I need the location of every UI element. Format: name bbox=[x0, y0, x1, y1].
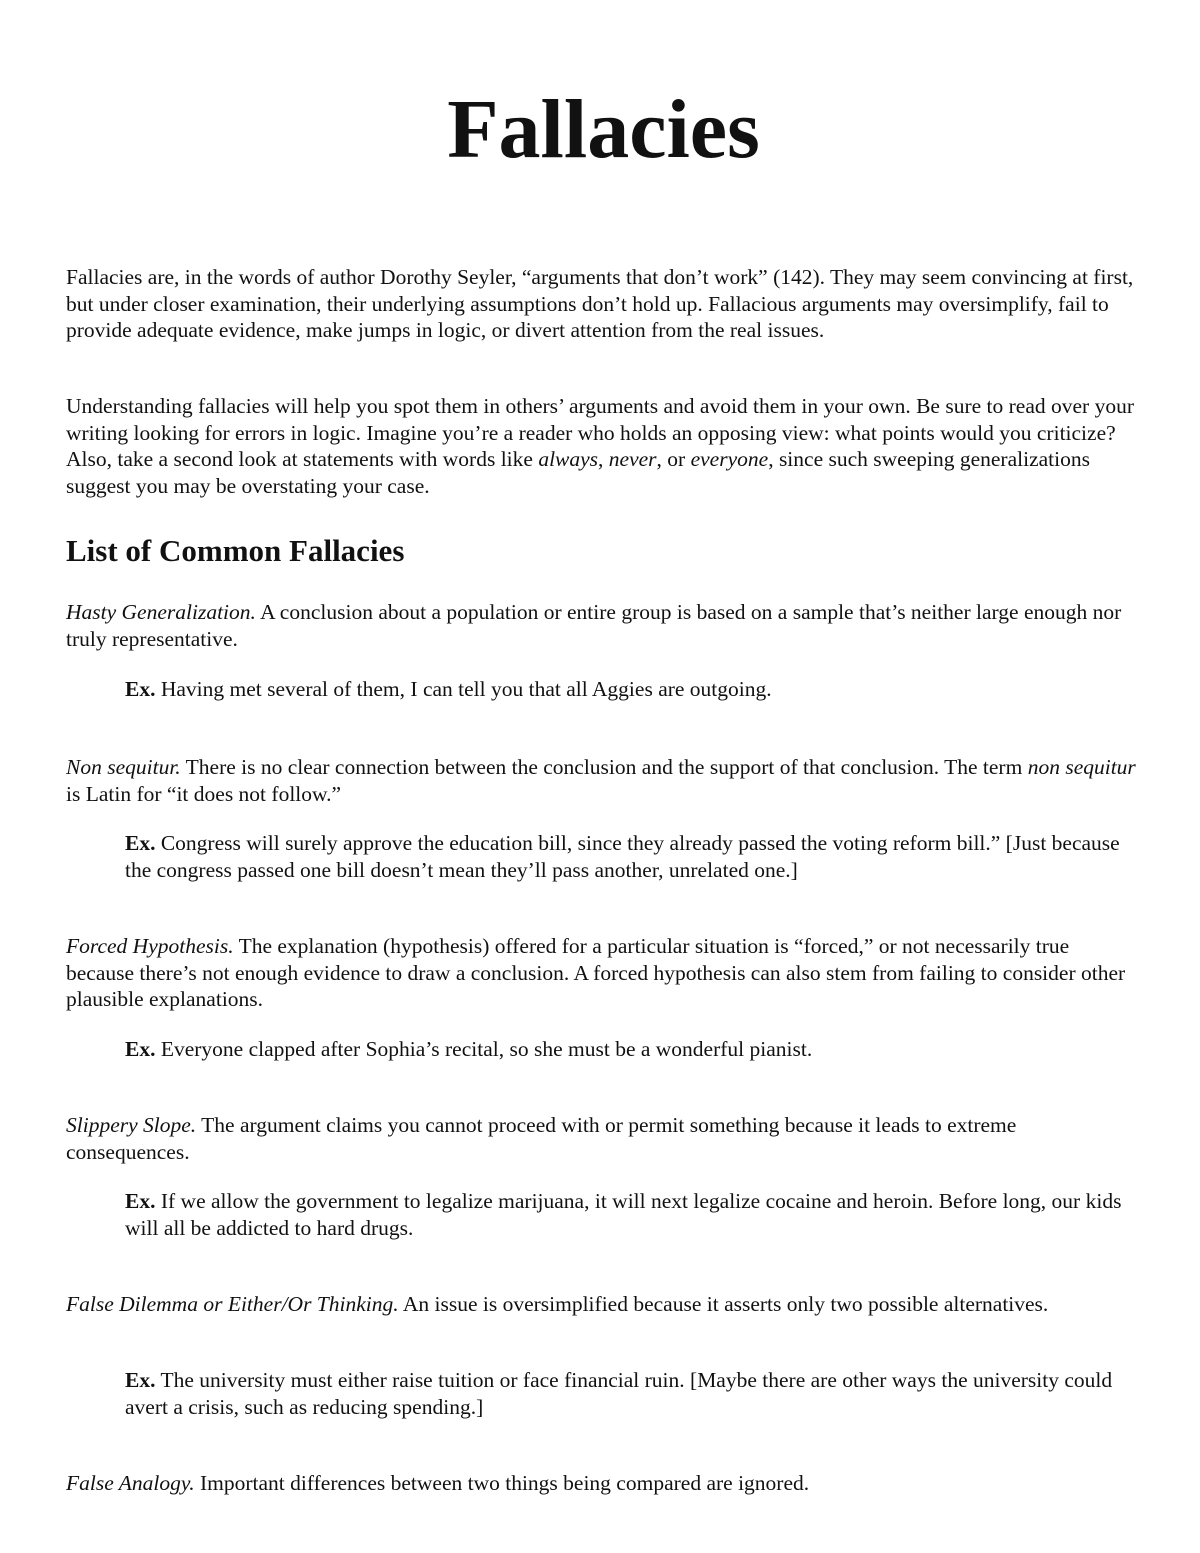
intro-text: , bbox=[598, 447, 609, 471]
fallacy-text: A conclusion about a population or entire group is based on a sample that’s neither large enough nor truly representative. bbox=[66, 600, 1122, 651]
fallacy-text: An issue is oversimplified because it asserts only two possible alternatives. bbox=[398, 1292, 1049, 1316]
list-heading: List of Common Fallacies bbox=[66, 533, 405, 568]
fallacy-term: Slippery Slope. bbox=[66, 1113, 197, 1137]
example-text: If we allow the government to legalize marijuana, it will next legalize cocaine and heroin. Before long, our kids will all be addicted to hard drugs. bbox=[125, 1189, 1122, 1240]
fallacy-definition bbox=[66, 933, 1141, 1013]
intro-text: , since such sweeping generalizations suggest you may be overstating your case. bbox=[66, 447, 1090, 498]
intro-paragraph-2 bbox=[66, 393, 1141, 499]
example-text: The university must either raise tuition or face financial ruin. [Maybe there are other ways the university could avert a crisis, such as reducing spending.] bbox=[125, 1368, 1113, 1419]
emphasis-everyone: everyone bbox=[690, 447, 769, 471]
fallacy-definition bbox=[66, 1470, 1141, 1497]
fallacy-definition bbox=[66, 599, 1141, 652]
example-label: Ex. bbox=[125, 831, 156, 855]
intro-text: Understanding fallacies will help you spot them in others’ arguments and avoid them in your own. Be sure to read over your writing looking for errors in logic. Imagine you’re a reader who holds an opposing view: what points would you criticize? Also, take a second look at statements with words like bbox=[66, 394, 1134, 471]
example-label: Ex. bbox=[125, 677, 156, 701]
fallacy-text: There is no clear connection between the conclusion and the support of that conclusion. The term bbox=[180, 755, 1028, 779]
example-text: Everyone clapped after Sophia’s recital, so she must be a wonderful pianist. bbox=[160, 1037, 813, 1061]
fallacy-text: The argument claims you cannot proceed with or permit something because it leads to extreme consequences. bbox=[66, 1113, 1017, 1164]
intro-paragraph-1: Fallacies are, in the words of author Dorothy Seyler, “arguments that don’t work” (142). They may seem convincing at first, but under closer examination, their underlying assumptions don’t hold up. Fallacious arguments may oversimplify, fail to provide adequate evidence, make jumps in logic, or divert attention from the real issues. bbox=[66, 265, 1134, 342]
emphasis-always: always bbox=[538, 447, 599, 471]
fallacy-example bbox=[125, 830, 1141, 883]
fallacy-term: False Dilemma or Either/Or Thinking. bbox=[66, 1292, 399, 1316]
example-label: Ex. bbox=[125, 1037, 156, 1061]
fallacy-definition bbox=[66, 1291, 1141, 1318]
example-label: Ex. bbox=[125, 1189, 156, 1213]
fallacy-example bbox=[125, 1367, 1141, 1420]
fallacy-term: Hasty Generalization. bbox=[66, 600, 256, 624]
example-label: Ex. bbox=[125, 1368, 156, 1392]
fallacy-example bbox=[125, 676, 1141, 703]
intro-text: , or bbox=[656, 447, 691, 471]
fallacy-text: Important differences between two things being compared are ignored. bbox=[194, 1471, 810, 1495]
fallacy-example bbox=[125, 1188, 1141, 1241]
fallacy-term: False Analogy. bbox=[66, 1471, 195, 1495]
fallacy-definition bbox=[66, 1112, 1141, 1165]
fallacy-term-inline: non sequitur bbox=[1027, 755, 1136, 779]
fallacy-example bbox=[125, 1036, 1141, 1063]
page-title: Fallacies bbox=[447, 83, 760, 176]
fallacy-text: is Latin for “it does not follow.” bbox=[66, 781, 342, 806]
emphasis-never: never bbox=[608, 447, 657, 471]
example-text: Congress will surely approve the education bill, since they already passed the voting reform bill.” [Just because the congress passed one bill doesn’t mean they’ll pass another, unrelated one.] bbox=[125, 831, 1120, 882]
fallacy-term: Forced Hypothesis. bbox=[66, 934, 234, 958]
fallacy-definition bbox=[66, 754, 1141, 807]
fallacy-text: The explanation (hypothesis) offered for a particular situation is “forced,” or not necessarily true because there’s not enough evidence to draw a conclusion. A forced hypothesis can also stem from failing to consider other plausible explanations. bbox=[66, 934, 1126, 1011]
fallacy-term: Non sequitur. bbox=[66, 755, 181, 779]
example-text: Having met several of them, I can tell you that all Aggies are outgoing. bbox=[160, 677, 772, 701]
